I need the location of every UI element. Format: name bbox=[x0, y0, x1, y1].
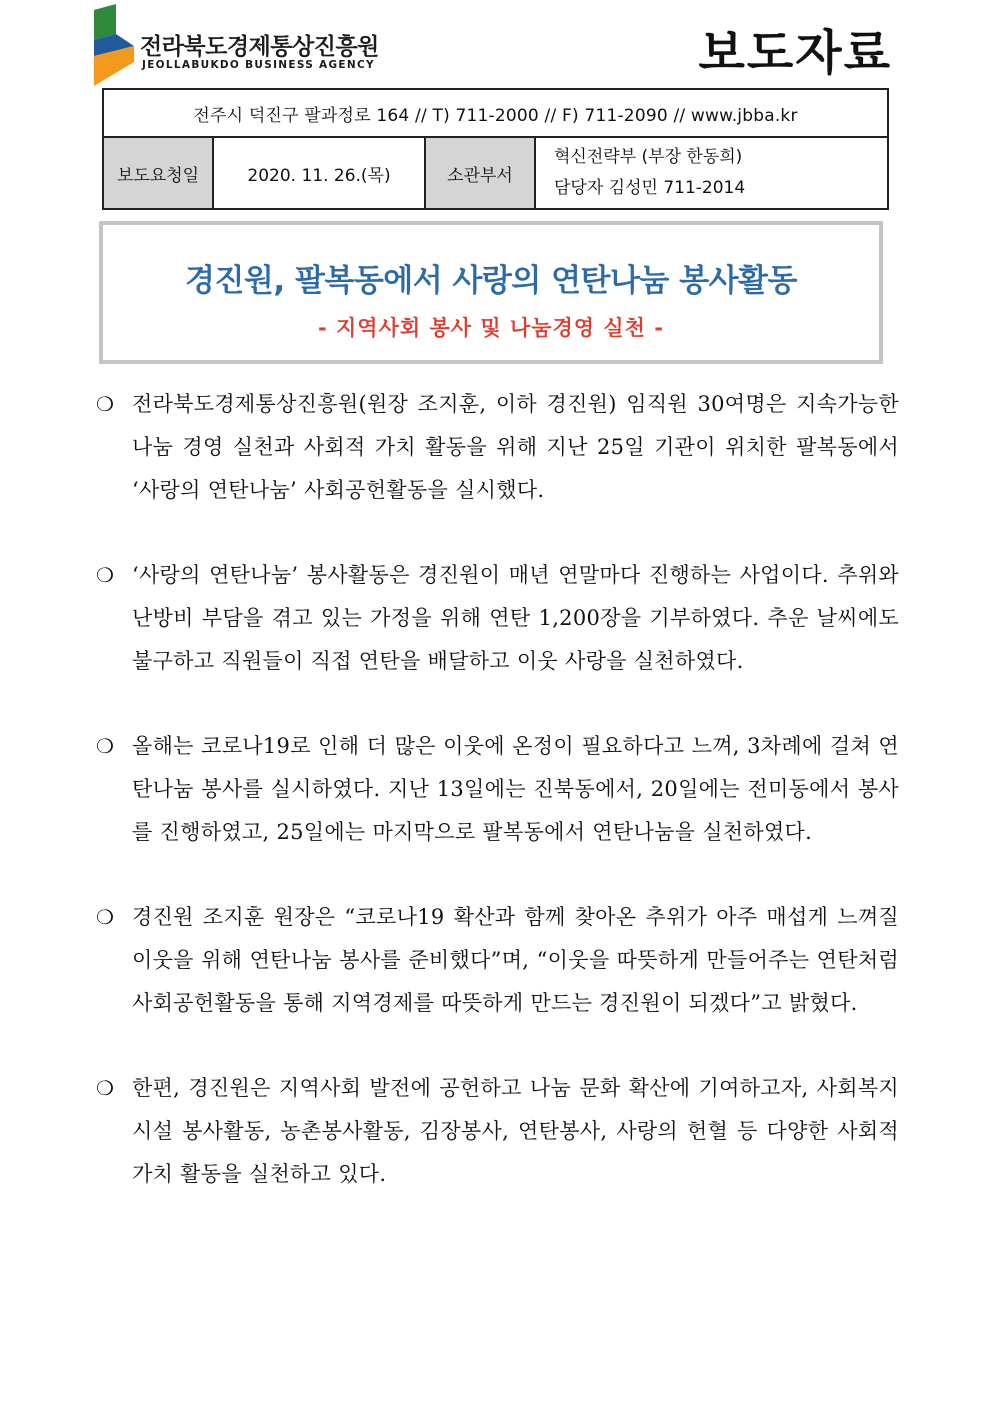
circle-bullet-icon: ❍ bbox=[96, 734, 115, 758]
document-type-title: 보도자료 bbox=[698, 25, 892, 81]
headline-title: 경진원, 팔복동에서 사랑의 연탄나눔 봉사활동 bbox=[185, 263, 797, 299]
request-date-label: 보도요청일 bbox=[103, 137, 213, 209]
paragraph bbox=[96, 1067, 899, 1196]
address-row bbox=[103, 89, 888, 137]
headline-subtitle: - 지역사회 봉사 및 나눔경영 실천 - bbox=[317, 316, 664, 340]
headline-box bbox=[99, 221, 883, 364]
org-name: 전라북도경제통상진흥원 bbox=[140, 34, 379, 60]
release-info-row bbox=[103, 137, 888, 209]
paragraph bbox=[96, 725, 899, 854]
paragraph-text: 경진원 조지훈 원장은 “코로나19 확산과 함께 찾아온 추위가 아주 매섭게 느껴질 이웃을 위해 연탄나눔 봉사를 준비했다”며, “이웃을 따뜻하게 만들어주는 연탄처럼 사회공헌활동을 통해 지역경제를 따뜻하게 만드는 경진원이 되겠다”고 밝혔다. bbox=[132, 905, 899, 1015]
paragraph-text: 올해는 코로나19로 인해 더 많은 이웃에 온정이 필요하다고 느껴, 3차례에 걸쳐 연탄나눔 봉사를 실시하였다. 지난 13일에는 진북동에서, 20일에는 전미동에서 봉사를 진행하였고, 25일에는 마지막으로 팔복동에서 연탄나눔을 실천하였다. bbox=[132, 734, 899, 844]
paragraph-text: 전라북도경제통상진흥원(원장 조지훈, 이하 경진원) 임직원 30여명은 지속가능한 나눔 경영 실천과 사회적 가치 활동을 위해 지난 25일 기관이 위치한 팔복동에서 ‘사랑의 연탄나눔’ 사회공헌활동을 실시했다. bbox=[132, 392, 899, 502]
press-info-table bbox=[102, 88, 889, 210]
paragraph bbox=[96, 896, 899, 1025]
org-name-en: JEOLLABUKDO BUSINESS AGENCY bbox=[142, 59, 375, 71]
body-paragraphs bbox=[96, 383, 899, 1238]
circle-bullet-icon: ❍ bbox=[96, 392, 115, 416]
circle-bullet-icon: ❍ bbox=[96, 905, 115, 929]
logo-mark-icon bbox=[92, 4, 140, 88]
request-date-value: 2020. 11. 26.(목) bbox=[213, 137, 425, 209]
paragraph-text: ‘사랑의 연탄나눔’ 봉사활동은 경진원이 매년 연말마다 진행하는 사업이다. 추위와 난방비 부담을 겪고 있는 가정을 위해 연탄 1,200장을 기부하였다. 추운 날씨에도 불구하고 직원들이 직접 연탄을 배달하고 이웃 사랑을 실천하였다. bbox=[132, 563, 899, 673]
contact-person: 담당자 김성민 711-2014 bbox=[554, 178, 746, 198]
organization-logo bbox=[92, 4, 382, 88]
department-label: 소관부서 bbox=[425, 137, 535, 209]
paragraph-text: 한편, 경진원은 지역사회 발전에 공헌하고 나눔 문화 확산에 기여하고자, 사회복지시설 봉사활동, 농촌봉사활동, 김장봉사, 연탄봉사, 사랑의 헌혈 등 다양한 사회적 가치 활동을 실천하고 있다. bbox=[132, 1076, 899, 1186]
circle-bullet-icon: ❍ bbox=[96, 1076, 115, 1100]
circle-bullet-icon: ❍ bbox=[96, 563, 115, 587]
contact-address: 전주시 덕진구 팔과정로 164 // T) 711-2000 // F) 711-2090 // www.jbba.kr bbox=[103, 89, 888, 137]
department-head: 혁신전략부 (부장 한동희) bbox=[554, 147, 743, 167]
department-value bbox=[535, 137, 888, 209]
paragraph bbox=[96, 554, 899, 683]
paragraph bbox=[96, 383, 899, 512]
